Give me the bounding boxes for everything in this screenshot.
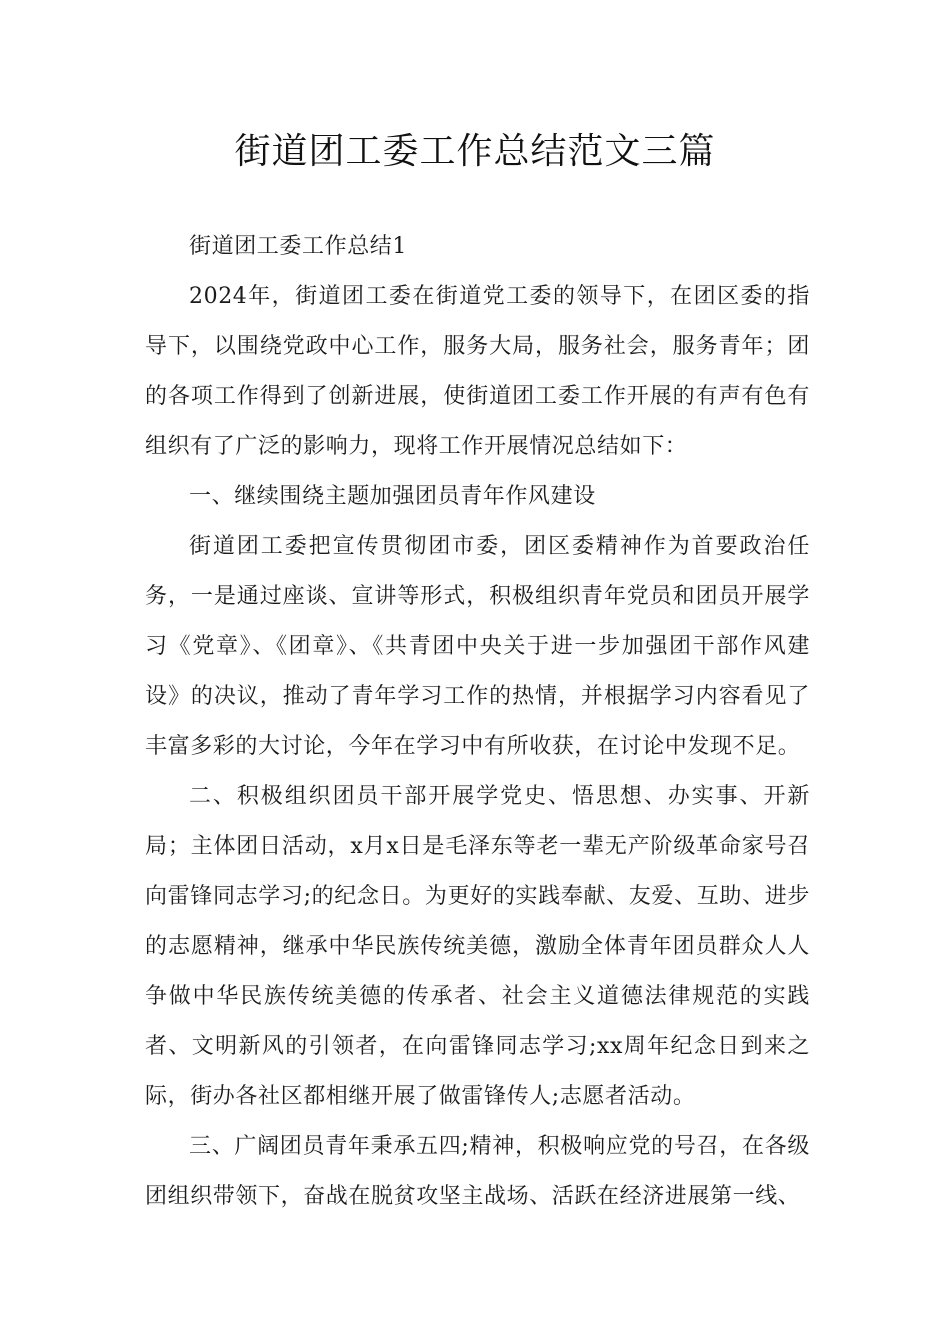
document-body bbox=[145, 222, 810, 1222]
paragraph: 街道团工委把宣传贯彻团市委，团区委精神作为首要政治任务，一是通过座谈、宣讲等形式，积极组织青年党员和团员开展学习《党章》、《团章》、《共青团中央关于进一步加强团干部作风建设》的决议，推动了青年学习工作的热情，并根据学习内容看见了丰富多彩的大讨论，今年在学习中有所收获，在讨论中发现不足。 bbox=[145, 534, 810, 759]
section-heading: 街道团工委工作总结1 bbox=[189, 234, 407, 259]
section-heading: 一、继续围绕主题加强团员青年作风建设 bbox=[189, 484, 596, 509]
paragraph: 三、广阔团员青年秉承五四;精神，积极响应党的号召，在各级团组织带领下，奋战在脱贫攻坚主战场、活跃在经济进展第一线、 bbox=[145, 1134, 810, 1209]
paragraph: 二、积极组织团员干部开展学党史、悟思想、办实事、开新局；主体团日活动，x月x日是毛泽东等老一辈无产阶级革命家号召向雷锋同志学习;的纪念日。为更好的实践奉献、友爱、互助、进步的志愿精神，继承中华民族传统美德，激励全体青年团员群众人人争做中华民族传统美德的传承者、社会主义道德法律规范的实践者、文明新风的引领者，在向雷锋同志学习;xx周年纪念日到来之际，街办各社区都相继开展了做雷锋传人;志愿者活动。 bbox=[145, 784, 810, 1109]
paragraph: 2024年，街道团工委在街道党工委的领导下，在团区委的指导下，以围绕党政中心工作，服务大局，服务社会，服务青年；团的各项工作得到了创新进展，使街道团工委工作开展的有声有色有组织有了广泛的影响力，现将工作开展情况总结如下： bbox=[145, 284, 810, 459]
document-title: 街道团工委工作总结范文三篇 bbox=[234, 131, 716, 172]
